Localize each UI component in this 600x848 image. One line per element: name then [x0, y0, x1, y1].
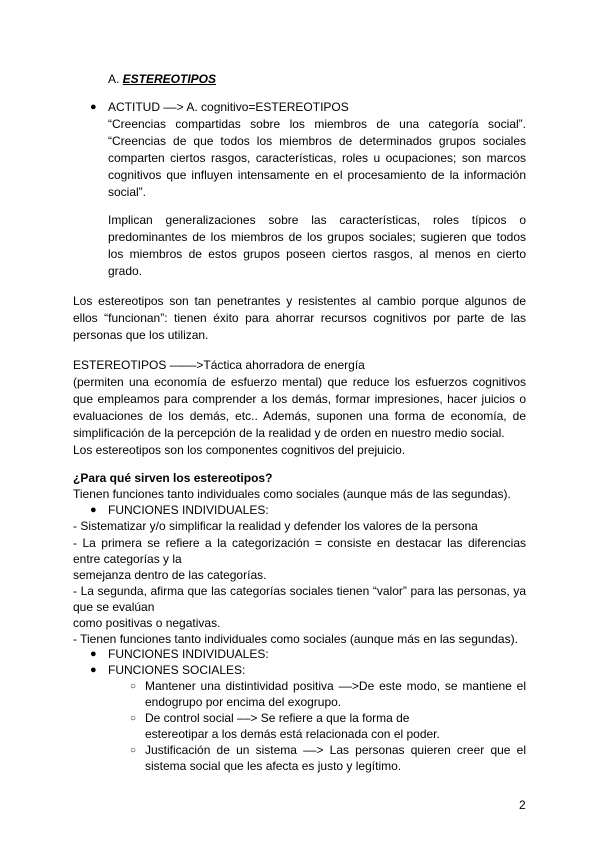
sub-item-line: estereotipar a los demás está relacionada con el poder.: [145, 727, 440, 741]
definition-line: social”.: [108, 185, 147, 199]
definition-line: “Creencias compartidas sobre los miembros de una categoría social”.: [108, 117, 526, 131]
bullet-marker: ●: [90, 504, 97, 516]
sub-item-line: De control social ––> Se refiere a que la forma de: [145, 711, 410, 725]
bullet-item: FUNCIONES SOCIALES:: [108, 663, 246, 677]
sub-item-line: sistema social que les afecta es justo y legítimo.: [145, 759, 402, 773]
implication-line: grado.: [108, 264, 143, 278]
paragraph-line: personas que los utilizan.: [73, 328, 209, 342]
sub-item-line: Justificación de un sistema ––> Las personas quieren creer que el: [145, 743, 526, 757]
paragraph-line: ESTEREOTIPOS ––––>Táctica ahorradora de energía: [73, 358, 365, 372]
bullet-marker: ●: [90, 648, 97, 660]
paragraph-line: Los estereotipos son tan penetrantes y resistentes al cambio porque algunos de: [73, 294, 526, 308]
paragraph-line: que se evalúan: [73, 600, 155, 614]
paragraph-line: Tienen funciones tanto individuales como sociales (aunque más de las segundas).: [73, 487, 511, 501]
bullet-item: FUNCIONES INDIVIDUALES:: [108, 503, 269, 517]
sub-bullet-marker: ○: [130, 745, 137, 756]
page-number: 2: [519, 798, 526, 812]
section-heading: [108, 72, 216, 86]
bullet-marker: ●: [90, 664, 97, 676]
sub-item-line: Mantener una distintividad positiva ––>De este modo, se mantiene el: [145, 679, 526, 693]
bullet-marker: ●: [90, 101, 97, 113]
sub-bullet-marker: ○: [130, 681, 137, 692]
paragraph-line: (permiten una economía de esfuerzo mental) que reduce los esfuerzos cognitivos: [73, 375, 526, 389]
paragraph-line: semejanza dentro de las categorías.: [73, 568, 267, 582]
paragraph-line: ellos “funcionan”: tienen éxito para ahorrar recursos cognitivos por parte de las: [73, 311, 526, 325]
paragraph-line: - Sistematizar y/o simplificar la realidad y defender los valores de la persona: [73, 519, 478, 533]
subsection-heading: ¿Para qué sirven los estereotipos?: [73, 471, 273, 485]
paragraph-line: que empleamos para comprender a los demás, formar impresiones, hacer juicios o: [73, 392, 526, 406]
sub-bullet-marker: ○: [130, 713, 137, 724]
paragraph-line: Los estereotipos son los componentes cognitivos del prejuicio.: [73, 443, 406, 457]
paragraph-line: simplificación de la percepción de la realidad y de orden en nuestro medio social.: [73, 426, 505, 440]
definition-line: cognitivos que influyen intensamente en el procesamiento de la información: [108, 168, 526, 182]
sub-item-line: endogrupo por encima del exogrupo.: [145, 695, 342, 709]
bullet-item: FUNCIONES INDIVIDUALES:: [108, 647, 269, 661]
paragraph-line: - Tienen funciones tanto individuales como sociales (aunque más en las segundas).: [73, 632, 518, 646]
paragraph-line: - La segunda, afirma que las categorías sociales tienen “valor” para las personas, ya: [73, 584, 526, 598]
implication-line: los miembros de estos grupos poseen ciertos rasgos, al menos en cierto: [108, 247, 526, 261]
implication-line: Implican generalizaciones sobre las características, roles típicos o: [108, 213, 526, 227]
section-prefix: A.: [108, 72, 123, 86]
implication-line: predominantes de los miembros de los grupos sociales; sugieren que todos: [108, 230, 526, 244]
paragraph-line: - La primera se refiere a la categorización = consiste en destacar las diferencias: [73, 536, 526, 550]
paragraph-line: como positivas o negativas.: [73, 616, 221, 630]
definition-line: “Creencias de que todos los miembros de determinados grupos sociales: [108, 134, 526, 148]
paragraph-line: entre categorías y la: [73, 552, 182, 566]
definition-line: comparten ciertos rasgos, características, roles u ocupaciones; son marcos: [108, 151, 526, 165]
actitud-heading: ACTITUD ––> A. cognitivo=ESTEREOTIPOS: [108, 100, 349, 114]
section-title: ESTEREOTIPOS: [122, 72, 217, 86]
paragraph-line: evaluaciones de los demás, etc.. Además, suponen una forma de economía, de: [73, 409, 526, 423]
